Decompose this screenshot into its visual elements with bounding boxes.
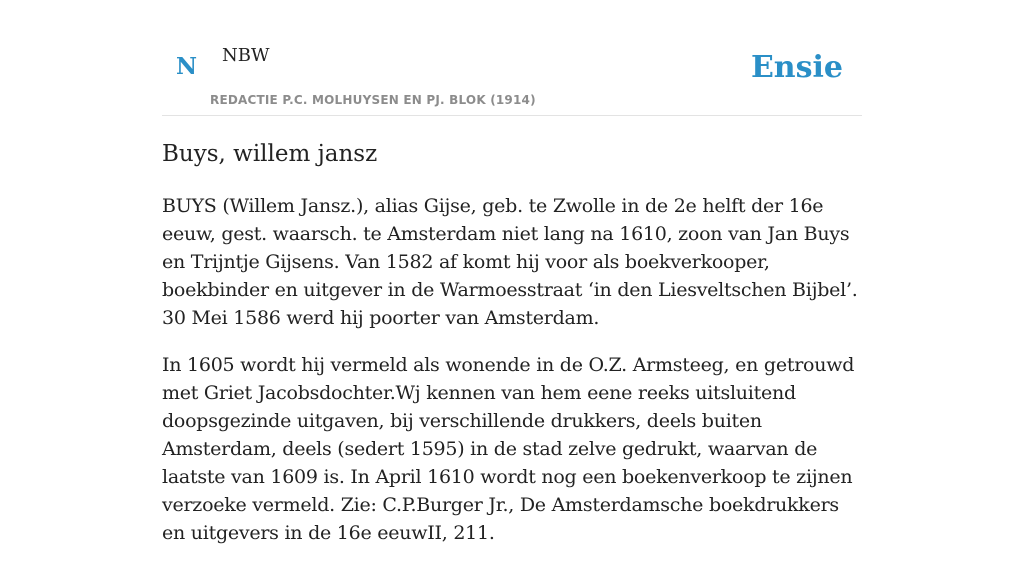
article-title: Buys, willem jansz <box>162 141 378 167</box>
article-paragraph: BUYS (Willem Jansz.), alias Gijse, geb. te Zwolle in de 2e helft der 16e eeuw, gest. waarsch. te Amsterdam niet lang na 1610, zoon van Jan Buys en Trijntje Gijsens. Van 1582 af komt hij voor als boekverkooper, boekbinder en uitgever in de Warmoesstraat ‘in den Liesveltschen Bijbel’. 30 Mei 1586 werd hij poorter van Amsterdam. <box>162 195 858 329</box>
source-editors: REDACTIE P.C. MOLHUYSEN EN PJ. BLOK (1914) <box>210 93 536 107</box>
content-container <box>162 0 862 544</box>
source-logo: N <box>176 53 198 80</box>
article-paragraph: In 1605 wordt hij vermeld als wonende in de O.Z. Armsteeg, en getrouwd met Griet Jacobsdochter.Wj kennen van hem eene reeks uitsluitend doopsgezinde uitgaven, bij verschillende drukkers, deels buiten Amsterdam, deels (sedert 1595) in de stad zelve gedrukt, waarvan de laatste van 1609 is. In April 1610 wordt nog een boekenverkoop te zijnen verzoeke vermeld. Zie: C.P.Burger Jr., De Amsterdamsche boekdrukkers en uitgevers in de 16e eeuwII, 211. <box>162 354 855 544</box>
source-header <box>162 0 862 116</box>
article-body <box>162 192 862 566</box>
brand-logo-link[interactable]: Ensie <box>750 50 843 85</box>
source-title[interactable]: NBW <box>222 45 270 66</box>
